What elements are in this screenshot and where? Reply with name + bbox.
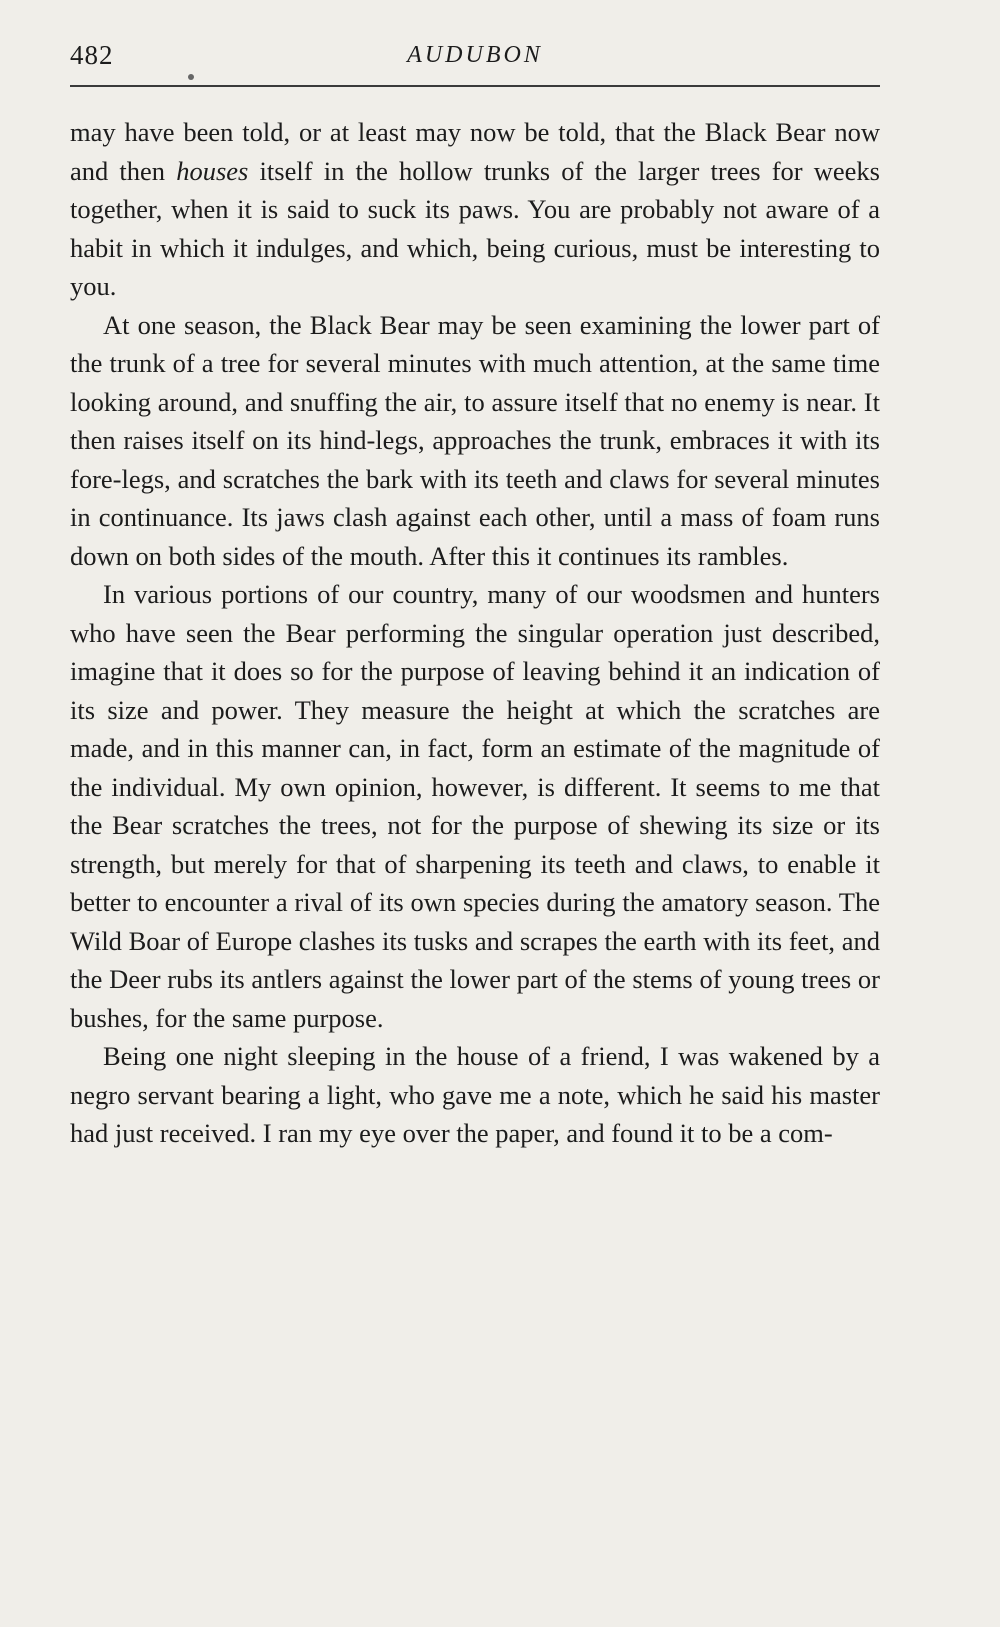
paragraph-text: may have been told, or at least may now be told, that the Black Bear now and then bbox=[70, 117, 880, 186]
paragraph-woodsmen-opinion: In various portions of our country, many of our woodsmen and hunters who have seen the Bear performing the singular operation just described, imagine that it does so for the purpose of leaving behind it an indication of its size and power. They measure the height at which the scratches are made, and in this manner can, in fact, form an estimate of the magnitude of the individual. My own opinion, however, is different. It seems to me that the Bear scratches the trees, not for the purpose of shewing its size or its strength, but merely for that of sharpening its teeth and claws, to enable it better to encounter a rival of its own species during the amatory season. The Wild Boar of Europe clashes its tusks and scrapes the earth with its feet, and the Deer rubs its antlers against the lower part of the stems of young trees or bushes, for the same purpose. bbox=[70, 579, 880, 1033]
running-title: AUDUBON bbox=[407, 42, 543, 68]
italic-word: houses bbox=[176, 155, 249, 186]
page-number: 482 bbox=[70, 40, 114, 70]
paragraph-bear-scratching: At one season, the Black Bear may be seen examining the lower part of the trunk of a tree for several minutes with much attention, at the same time looking around, and snuffing the air, to assure itself that no enemy is near. It then raises itself on its hind-legs, approaches the trunk, embraces it with its fore-legs, and scratches the bark with its teeth and claws for several minutes in continuance. Its jaws clash against each other, until a mass of foam runs down on both sides of the mouth. After this it continues its rambles. bbox=[70, 309, 880, 571]
page-header bbox=[70, 40, 880, 86]
body-text bbox=[70, 113, 880, 1153]
paragraph-night-note: Being one night sleeping in the house of a friend, I was wakened by a negro servant bearing a light, who gave me a note, which he said his master had just received. I ran my eye over the paper, and found it to be a com- bbox=[70, 1041, 880, 1148]
ink-dot bbox=[188, 74, 194, 80]
paragraph-text: itself in the hollow trunks of the larger trees for weeks together, when it is said to suck its paws. You are probably not aware of a habit in which it indulges, and which, being curious, must be interesting to you. bbox=[70, 155, 880, 301]
paragraph-continued bbox=[70, 113, 880, 306]
header-rule bbox=[70, 85, 880, 87]
